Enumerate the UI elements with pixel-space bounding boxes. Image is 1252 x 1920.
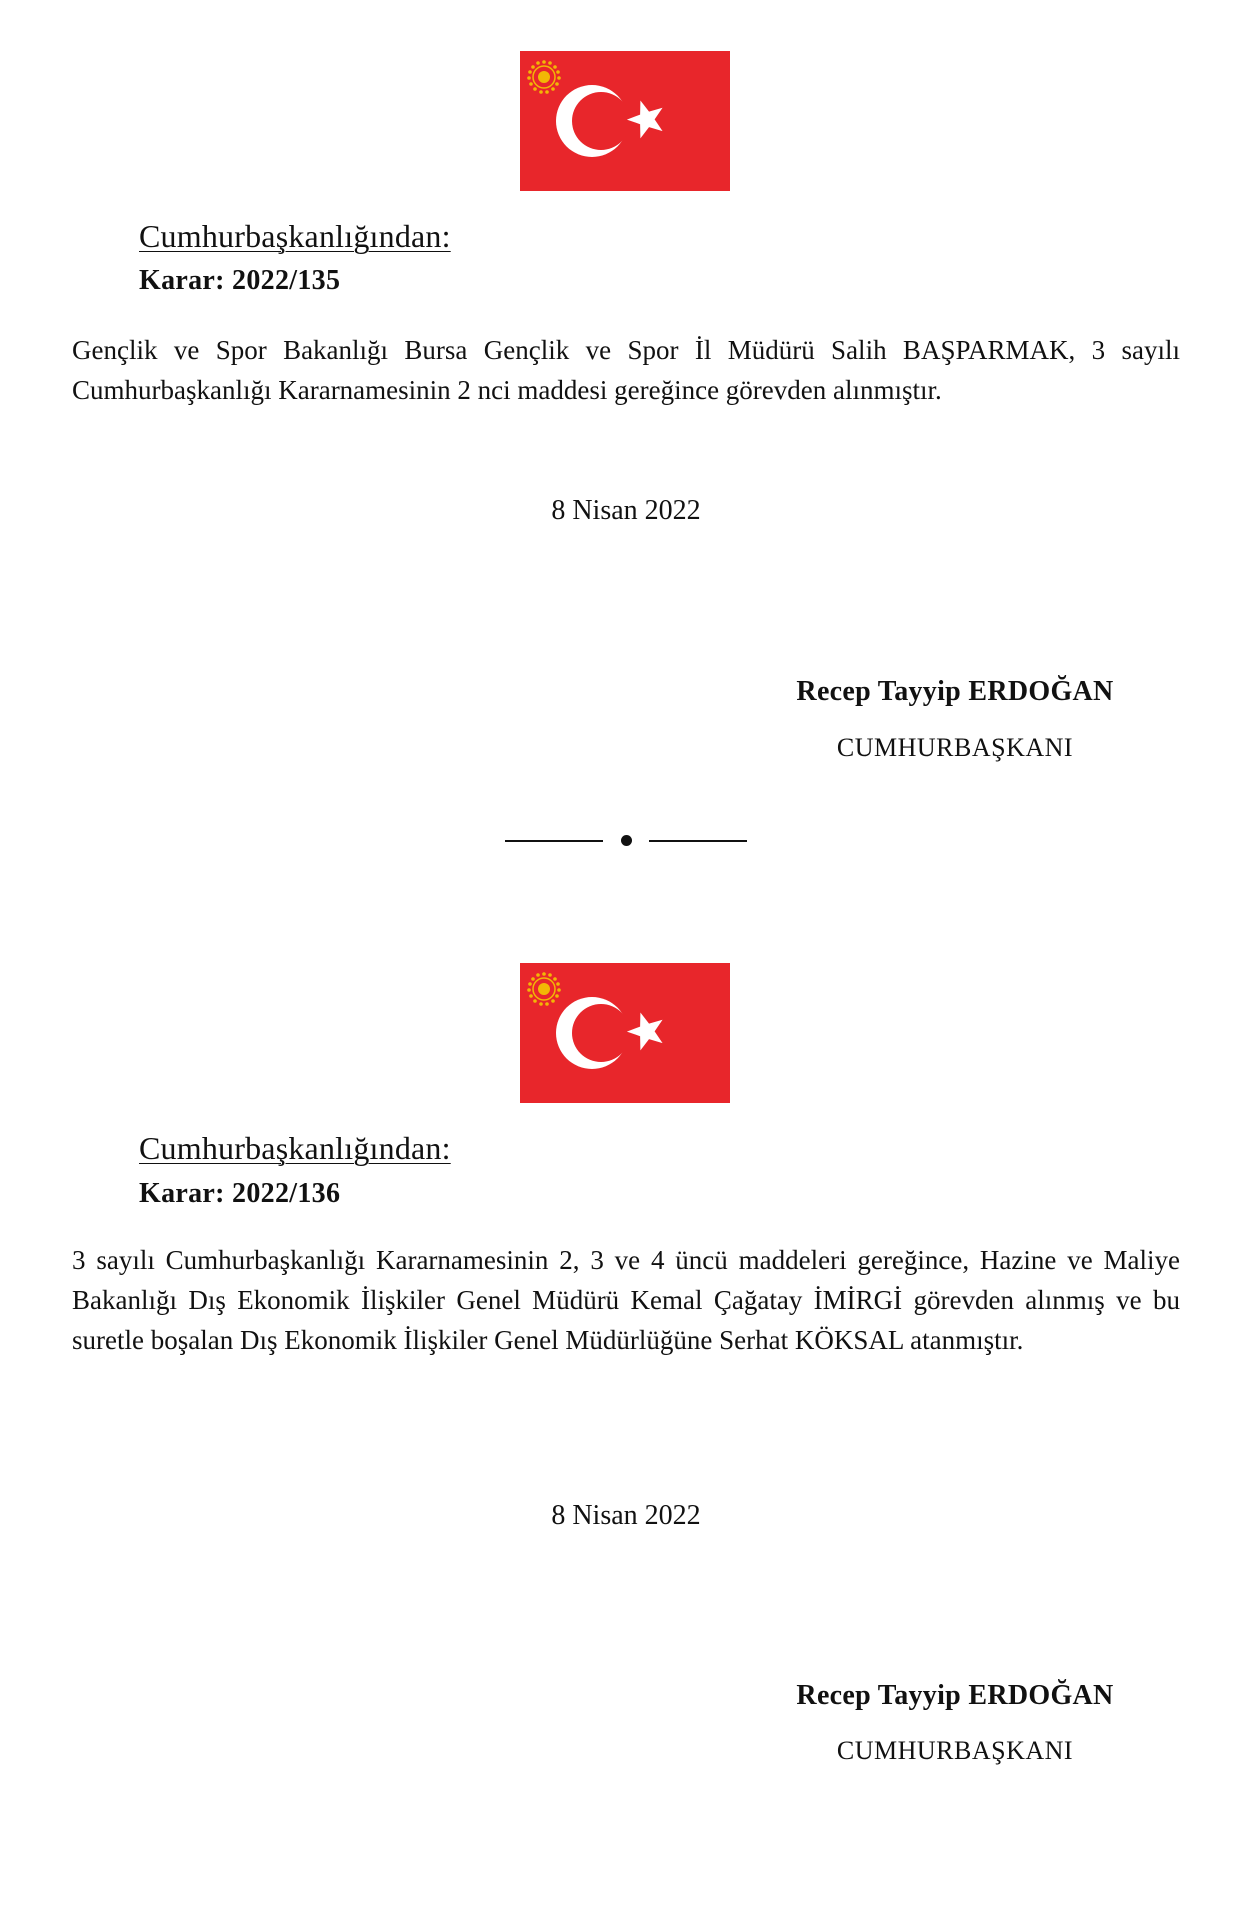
decision-number: Karar: 2022/135: [139, 265, 341, 296]
signer-title: CUMHURBAŞKANI: [836, 733, 1074, 762]
decree-date: 8 Nisan 2022: [551, 495, 701, 526]
separator-dot: [621, 835, 632, 846]
decree-date: 8 Nisan 2022: [551, 1500, 701, 1531]
decree-body: Gençlik ve Spor Bakanlığı Bursa Gençlik ve Spor İl Müdürü Salih BAŞPARMAK, 3 sayılı Cumhurbaşkanlığı Kararnamesinin 2 nci maddesi gereğince görevden alınmıştır.: [72, 335, 1180, 405]
issuer-heading: Cumhurbaşkanlığından:: [139, 218, 451, 254]
signer-title: CUMHURBAŞKANI: [836, 1736, 1074, 1765]
presidential-flag-icon: [520, 963, 730, 1103]
signer-name: Recep Tayyip ERDOĞAN: [796, 676, 1114, 707]
decree-body: 3 sayılı Cumhurbaşkanlığı Kararnamesinin 2, 3 ve 4 üncü maddeleri gereğince, Hazine ve Maliye Bakanlığı Dış Ekonomik İlişkiler Genel Müdürü Kemal Çağatay İMİRGİ görevden alınmış ve bu suretle boşalan Dış Ekonomik İlişkiler Genel Müdürlüğüne Serhat KÖKSAL atanmıştır.: [72, 1245, 1180, 1355]
presidential-flag-icon: [520, 51, 730, 191]
issuer-heading: Cumhurbaşkanlığından:: [139, 1130, 451, 1166]
signer-name: Recep Tayyip ERDOĞAN: [796, 1680, 1114, 1711]
separator-line-left: [505, 840, 603, 842]
separator-line-right: [649, 840, 747, 842]
decision-number: Karar: 2022/136: [139, 1178, 341, 1209]
section-separator: [505, 830, 747, 850]
